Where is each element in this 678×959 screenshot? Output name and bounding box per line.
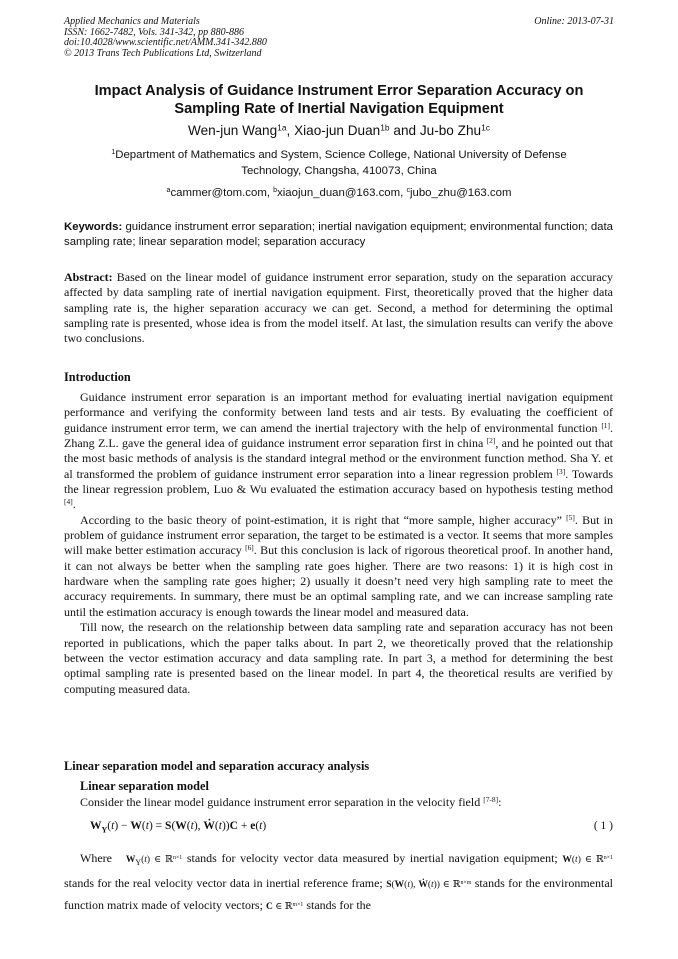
copyright-line: © 2013 Trans Tech Publications Ltd, Switzerland	[64, 47, 262, 59]
section-heading-introduction: Introduction	[64, 370, 131, 384]
model-intro-text: Consider the linear model guidance instrument error separation in the velocity field	[80, 795, 484, 809]
author-3-sup: 1c	[481, 122, 490, 133]
citation: [5]	[566, 512, 575, 522]
equation-number: ( 1 )	[593, 820, 613, 832]
section-heading-linear-model: Linear separation model and separation accuracy analysis	[64, 759, 370, 773]
email-a: cammer@tom.com,	[170, 187, 274, 199]
email-sup-b: b	[273, 187, 278, 195]
keywords-text: guidance instrument error separation; inertial navigation equipment; environmental function; data sampling rate; linear separation model; separation accuracy	[64, 221, 613, 248]
author-1: Wen-jun Wang	[188, 123, 278, 138]
affiliation-line-1: Department of Mathematics and System, Science College, National University of Defense	[115, 149, 567, 161]
affiliation-line-2: Technology, Changsha, 410073, China	[241, 164, 437, 177]
issn-line: ISSN: 1662-7482, Vols. 341-342, pp 880-886	[64, 26, 244, 38]
keywords-label: Keywords:	[64, 221, 123, 233]
intro-text: . But this conclusion is lack of rigorous theoretical proof. In another hand, it can not always be better when the sampling rate goes higher. There are two reasons: 1) it is high cost in hardware when the sampling rate goes higher; 2) usually it doesn’t need very high sampling rate to meet the accuracy requirements. In summary, there must be an optimal sampling rate, and we can increase sampling rate until the estimation accuracy is enough towards the linear model and measured data.	[64, 543, 613, 619]
model-intro-colon: :	[498, 795, 502, 809]
intro-paragraph-3: Till now, the research on the relationship between data sampling rate and separation accuracy has not been reported in publications, which the paper talks about. In part 2, we theoretically proved that the relationship between the vector estimation accuracy and data sampling rate. In part 3, a method for determining the best optimal sampling rate is presented based on the linear model. In part 4, the theoretical results are verified by computing measured data.	[64, 620, 613, 696]
model-intro-sentence	[80, 795, 613, 810]
citation: [3]	[556, 466, 566, 476]
math-wy: $W_Y(t)$ ∈ ℝ$^{n\times 1}$	[125, 854, 183, 867]
abstract-text: Based on the linear model of guidance instrument error separation, study on the separation accuracy affected by data sampling rate of inertial navigation equipment. First, theoretically proved that the higher data sampling rate is, the higher separation accuracy we can get. Second, a method for determining the optimal sampling rate is presented, whose idea is from the model itself. At last, the simulation results can verify the above two conclusions.	[64, 270, 613, 346]
intro-text: According to the basic theory of point-estimation, it is right that “more sample, higher accuracy”	[80, 512, 567, 527]
desc-text: stands for the environmental function matrix made of velocity vectors;	[64, 875, 613, 912]
math-w: W(t) ∈ ℝ$^{n\times 1}$	[562, 854, 613, 865]
equation-expression: $W_Y(t) - W(t) = S(W(t)$, Ẇ(t))C + e(t)	[90, 820, 267, 835]
model-description	[64, 848, 613, 917]
email-sup-a: a	[166, 187, 171, 195]
desc-text: stands for velocity vector data measured by inertial navigation equipment;	[182, 851, 563, 865]
abstract-label: Abstract:	[64, 270, 113, 284]
citation: [6]	[245, 543, 254, 553]
intro-paragraph-1	[64, 390, 613, 513]
title-line-1: Impact Analysis of Guidance Instrument Error Separation Accuracy on	[94, 83, 584, 99]
intro-text: Guidance instrument error separation is an important method for evaluating inertial navigation equipment performance and verifying the conformity between land tests and air tests. By evaluating the coefficient of guidance instrument error term, we can amend the inertial trajectory with the help of environmental function	[64, 390, 613, 435]
affiliation-sup: 1	[111, 149, 116, 157]
author-sep-2: and	[389, 123, 420, 138]
title-line-2: Sampling Rate of Inertial Navigation Equipment	[174, 101, 504, 117]
author-list	[64, 122, 614, 140]
desc-text: stands for the real velocity vector data in inertial reference frame;	[64, 875, 387, 890]
journal-header	[64, 17, 267, 59]
abstract	[64, 270, 613, 346]
author-sep-1: ,	[286, 123, 295, 138]
desc-text: stands for the	[303, 897, 371, 912]
subsection-heading-linear-model: Linear separation model	[80, 779, 209, 793]
author-2: Xiao-jun Duan	[294, 123, 381, 138]
intro-text: . But in problem of guidance instrument error separation, the target to be estimated is a vector. It seems that more samples will make better estimation accuracy	[64, 512, 613, 558]
citation: [2]	[486, 435, 496, 445]
author-2-sup: 1b	[380, 122, 390, 133]
affiliation	[64, 148, 614, 179]
intro-text: . Towards the linear regression problem, Luo & Wu evaluated the estimation accuracy based on hypothesis testing method	[64, 466, 613, 497]
citation: [1]	[601, 420, 610, 430]
math-s: S(W(t), Ẇ(t)) ∈ ℝ$^{n\times m}$	[386, 879, 472, 890]
email-list	[64, 186, 614, 200]
where-text: Where	[80, 851, 112, 865]
intro-text: , and he pointed out that the most basic methods of analysis is the standard integral method or the environment function method. Sha Y. et al transformed the problem of guidance instrument error separation into a linear regression problem	[64, 436, 613, 481]
intro-text: .	[72, 497, 76, 512]
author-3: Ju-bo Zhu	[419, 123, 482, 138]
keywords	[64, 220, 613, 249]
equation-1	[90, 820, 613, 834]
intro-text: . Zhang Z.L. gave the general idea of guidance instrument error separation first in china	[64, 420, 613, 451]
paper-title	[64, 82, 614, 118]
journal-name: Applied Mechanics and Materials	[64, 16, 200, 27]
email-c: jubo_zhu@163.com	[409, 187, 512, 199]
citation: [4]	[64, 497, 73, 507]
introduction-body	[64, 390, 613, 697]
author-1-sup: 1a	[277, 122, 287, 133]
online-date: Online: 2013-07-31	[534, 16, 614, 27]
citation: [7-8]	[483, 794, 499, 804]
email-sup-c: c	[406, 187, 410, 195]
email-b: xiaojun_duan@163.com,	[277, 187, 407, 199]
math-c: C ∈ ℝ$^{m\times 1}$	[265, 901, 304, 912]
intro-paragraph-2	[64, 513, 613, 620]
doi-line: doi:10.4028/www.scientific.net/AMM.341-342.880	[64, 37, 267, 49]
